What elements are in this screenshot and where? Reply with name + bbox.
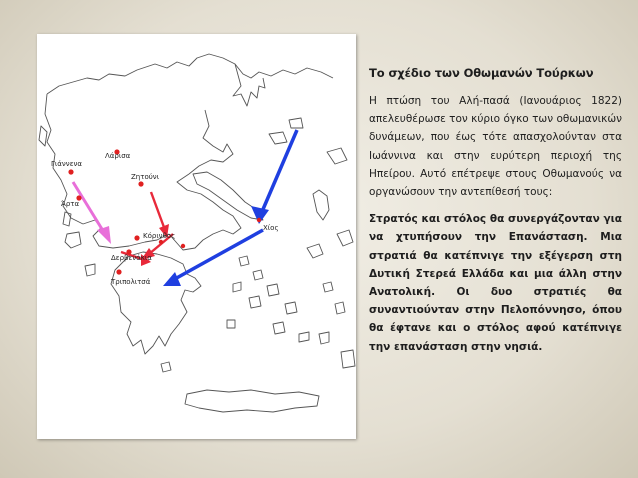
label-larisa: Λάρισα (105, 152, 131, 160)
dot-chios (257, 218, 261, 222)
label-dervenakia: Δερβενάκια (111, 254, 152, 262)
dot-tripolitsa (116, 269, 121, 274)
label-korinthos: Κόρινθος (143, 232, 176, 240)
dot-zitouni (138, 181, 143, 186)
label-tripolitsa: Τριπολιτσά (111, 278, 151, 286)
dot-korinthos (134, 235, 139, 240)
slide-title: Το σχέδιο των Οθωμανών Τούρκων (369, 66, 594, 80)
dot-extra-1 (159, 240, 163, 244)
red-arrow-1 (151, 192, 165, 230)
coastline (39, 54, 355, 412)
greece-map (37, 34, 356, 439)
dot-ioannina (68, 169, 73, 174)
label-ioannina: Γιάννενα (51, 160, 83, 168)
intro-paragraph: Η πτώση του Αλή-πασά (Ιανουάριος 1822) απελευθέρωσε τον κύριο όγκο των οθωμανικών δυνάμεων, που έως τότε απασχολούνταν στα Ιωάννινα και στην ευρύτερη περιοχή της Ηπείρου. Αυτό επέτρεψε στους Οθωμανούς να οργανώσουν την αντεπίθεσή τους: (369, 95, 622, 199)
pink-arrow (73, 182, 105, 234)
label-arta: Άρτα (61, 200, 80, 208)
blue-arrow-1 (261, 130, 297, 214)
plan-paragraph: Στρατός και στόλος θα συνεργάζονταν για να χτυπήσουν την Επανάσταση. Μια στρατιά θα κατέπνιγε την εξέγερση στη Δυτική Στερεά Ελλάδα και μια άλλη στην Ανατολική. Οι δυο στρατιές θα συναντιούνταν στην Πελοπόννησο, όπου θα έφτανε και ο στόλος αφού κατέπνιγε την επανάσταση στην νησιά. (369, 213, 622, 353)
label-chios: Χίος (263, 224, 279, 232)
pink-arrowhead (97, 226, 111, 244)
label-zitouni: Ζητούνι (131, 173, 160, 181)
text-panel (369, 66, 622, 356)
map-panel (37, 34, 356, 439)
blue-arrow-2 (173, 230, 263, 280)
dot-extra-2 (181, 244, 185, 248)
